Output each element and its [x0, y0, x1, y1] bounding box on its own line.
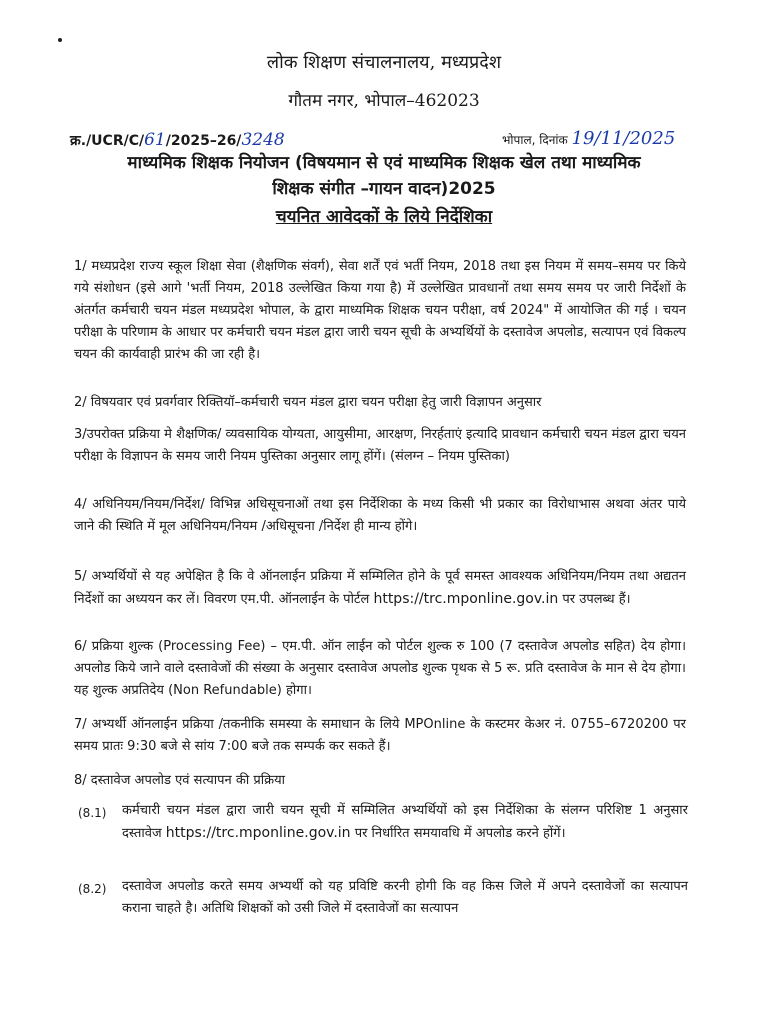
department-name: लोक शिक्षण संचालनालय, मध्यप्रदेश: [266, 52, 502, 73]
handwritten-dispatch: 3248: [241, 130, 285, 150]
ref-prefix: क्र./UCR/C/: [70, 133, 145, 149]
subsection-8-1-text-b: पर निर्धारित समयावधि में अपलोड करने होंगें।: [350, 826, 566, 841]
place-date: [502, 128, 675, 149]
punch-dot: [58, 38, 62, 42]
paragraph-2: 2/ विषयवार एवं प्रवर्गवार रिक्तियॉ–कर्मचारी चयन मंडल द्वारा चयन परीक्षा हेतु जारी विज्ञापन अनुसार: [74, 395, 542, 410]
subsection-8-1: [122, 800, 688, 845]
title-line-3: चयनित आवेदकों के लिये निर्देशिका: [275, 207, 493, 227]
reference-number: [70, 130, 285, 150]
paragraph-1: 1/ मध्यप्रदेश राज्य स्कूल शिक्षा सेवा (शैक्षणिक संवर्ग), सेवा शर्तें एवं भर्ती नियम, 2018 तथा इस नियम में समय–समय पर किये गये संशोधन (इसे आगे 'भर्ती नियम, 2018 उल्लेखित किया गया है) में उल्लेखित प्रावधानों तथा समय समय पर जारी निर्देशों के अंतर्गत कर्मचारी चयन मंडल मध्यप्रदेश भोपाल, के द्वारा माध्यमिक शिक्षक चयन परीक्षा, वर्ष 2024" में आयोजित की गई । चयन परीक्षा के परिणाम के आधार पर कर्मचारी चयन मंडल द्वारा जारी चयन सूची के अभ्यर्थियों के दस्तावेज अपलोड, सत्यापन एवं विकल्प चयन की कार्यवाही प्रारंभ की जा रही है।: [74, 259, 686, 362]
department-address: गौतम नगर, भोपाल–462023: [288, 91, 480, 111]
subsection-8-1-number: (8.1): [78, 806, 107, 820]
portal-link[interactable]: https://trc.mponline.gov.in: [373, 591, 559, 607]
subsection-8-2: दस्तावेज अपलोड करते समय अभ्यर्थी को यह प्रविष्टि करनी होगी कि वह किस जिले में अपने दस्तावेजों का सत्यापन कराना चाहते है। अतिथि शिक्षकों को उसी जिले में दस्तावेजों का सत्यापन: [122, 879, 688, 916]
paragraph-8-heading: 8/ दस्तावेज अपलोड एवं सत्यापन की प्रक्रिया: [74, 773, 285, 788]
paragraph-5-text: 5/ अभ्यर्थियों से यह अपेक्षित है कि वे ऑनलाईन प्रक्रिया में सम्मिलित होने के पूर्व समस्त आवश्यक अधिनियम/नियम तथा अद्यतन निर्देशों का अध्ययन कर लें। विवरण एम.पी. ऑनलाईन के पोर्टल: [74, 569, 686, 607]
paragraph-4: 4/ अधिनियम/नियम/निर्देश/ विभिन्न अधिसूचनाओं तथा इस निर्देशिका के मध्य किसी भी प्रकार का विरोधाभास अथवा अंतर पाये जाने की स्थिति में मूल अधिनियम/नियम /अधिसूचना /निर्देश ही मान्य होंगे।: [74, 497, 686, 534]
paragraph-5: [74, 566, 686, 611]
paragraph-7: 7/ अभ्यर्थी ऑनलाईन प्रक्रिया /तकनीकि समस्या के समाधान के लिये MPOnline के कस्टमर केअर नं. 0755–6720200 पर समय प्रातः 9:30 बजे से सांय 7:00 बजे तक सम्पर्क कर सकते हैं।: [74, 717, 686, 754]
paragraph-6: 6/ प्रक्रिया शुल्क (Processing Fee) – एम.पी. ऑन लाईन को पोर्टल शुल्क रु 100 (7 दस्तावेज अपलोड सहित) देय होगा। अपलोड किये जाने वाले दस्तावेजों की संख्या के अनुसार दस्तावेज अपलोड शुल्क पृथक से 5 रू. प्रति दस्तावेज के मान से देय होगा। यह शुल्क अप्रतिदेय (Non Refundable) होगा।: [74, 639, 686, 698]
paragraph-5-tail: पर उपलब्ध हैं।: [558, 592, 631, 607]
ref-middle: /2025–26/: [165, 133, 242, 149]
paragraph-3: 3/उपरोक्त प्रक्रिया मे शैक्षणिक/ व्यवसायिक योग्यता, आयुसीमा, आरक्षण, निरर्हताएं इत्यादि प्रावधान कर्मचारी चयन मंडल द्वारा चयन परीक्षा के विज्ञापन के समय जारी नियम पुस्तिका अनुसार लागू होंगें। (संलग्न – नियम पुस्तिका): [74, 427, 686, 464]
subsection-8-1-link[interactable]: https://trc.mponline.gov.in: [165, 825, 351, 841]
handwritten-date: 19/11/2025: [571, 128, 676, 149]
title-line-2: शिक्षक संगीत –गायन वादन)2025: [272, 179, 496, 199]
subsection-8-1-text-a: कर्मचारी चयन मंडल द्वारा जारी चयन सूची में सम्मिलित अभ्यर्थियों को इस निर्देशिका के संलग्न परिशिष्ट 1 अनुसार दस्तावेज: [122, 803, 688, 841]
place-date-label: भोपाल, दिनांक: [502, 133, 568, 147]
subsection-8-2-number: (8.2): [78, 882, 107, 896]
handwritten-serial: 61: [144, 130, 166, 150]
title-line-1: माध्यमिक शिक्षक नियोजन (विषयमान से एवं माध्यमिक शिक्षक खेल तथा माध्यमिक: [127, 153, 641, 173]
